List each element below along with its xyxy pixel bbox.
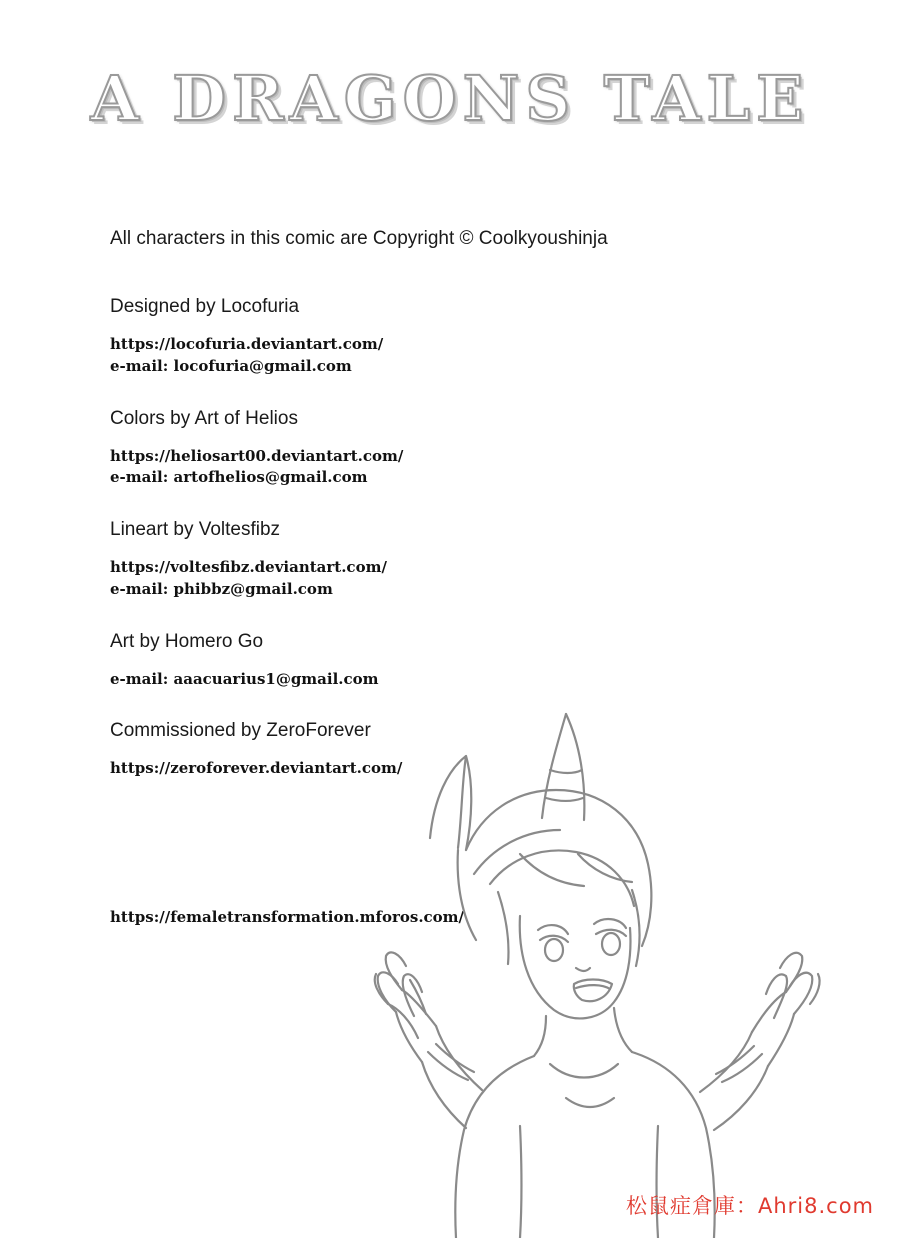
credit-links: [110, 446, 790, 490]
credit-links: [110, 669, 790, 691]
credit-links: [110, 758, 790, 780]
credit-link[interactable]: https://locofuria.deviantart.com/: [110, 335, 384, 353]
credit-role-label: Commissioned by ZeroForever: [110, 720, 371, 742]
credit-role-label: Colors by Art of Helios: [110, 407, 298, 429]
credit-link[interactable]: https://heliosart00.deviantart.com/: [110, 446, 404, 465]
credit-link[interactable]: https://zeroforever.deviantart.com/: [110, 759, 403, 778]
credit-links: [110, 334, 790, 378]
credit-entry-art: [110, 631, 790, 691]
credit-role-label: Art by Homero Go: [110, 630, 264, 652]
site-watermark: 松鼠症倉庫：Ahri8.com: [625, 1194, 874, 1218]
copyright-notice: All characters in this comic are Copyright © Coolkyoushinja: [110, 228, 608, 249]
forum-link[interactable]: https://femaletransformation.mforos.com/: [110, 908, 465, 926]
credit-link[interactable]: https://voltesfibz.deviantart.com/: [110, 558, 387, 576]
credit-role-label: Lineart by Voltesfibz: [110, 519, 281, 540]
credit-email: e-mail: aaacuarius1@gmail.com: [110, 669, 379, 688]
credit-links: [110, 557, 790, 601]
page-title: A DRAGONS TALE: [90, 62, 810, 135]
credit-entry-lineart: [110, 519, 790, 601]
credit-entry-commissioner: [110, 720, 790, 780]
credit-email: e-mail: phibbz@gmail.com: [110, 579, 333, 598]
credit-entry-colors: [110, 408, 790, 490]
credit-entry-designer: [110, 296, 790, 378]
credit-email: e-mail: locofuria@gmail.com: [110, 356, 352, 375]
credit-email: e-mail: artofhelios@gmail.com: [110, 468, 368, 487]
credit-role-label: Designed by Locofuria: [110, 296, 300, 317]
credits-block: [110, 228, 790, 926]
